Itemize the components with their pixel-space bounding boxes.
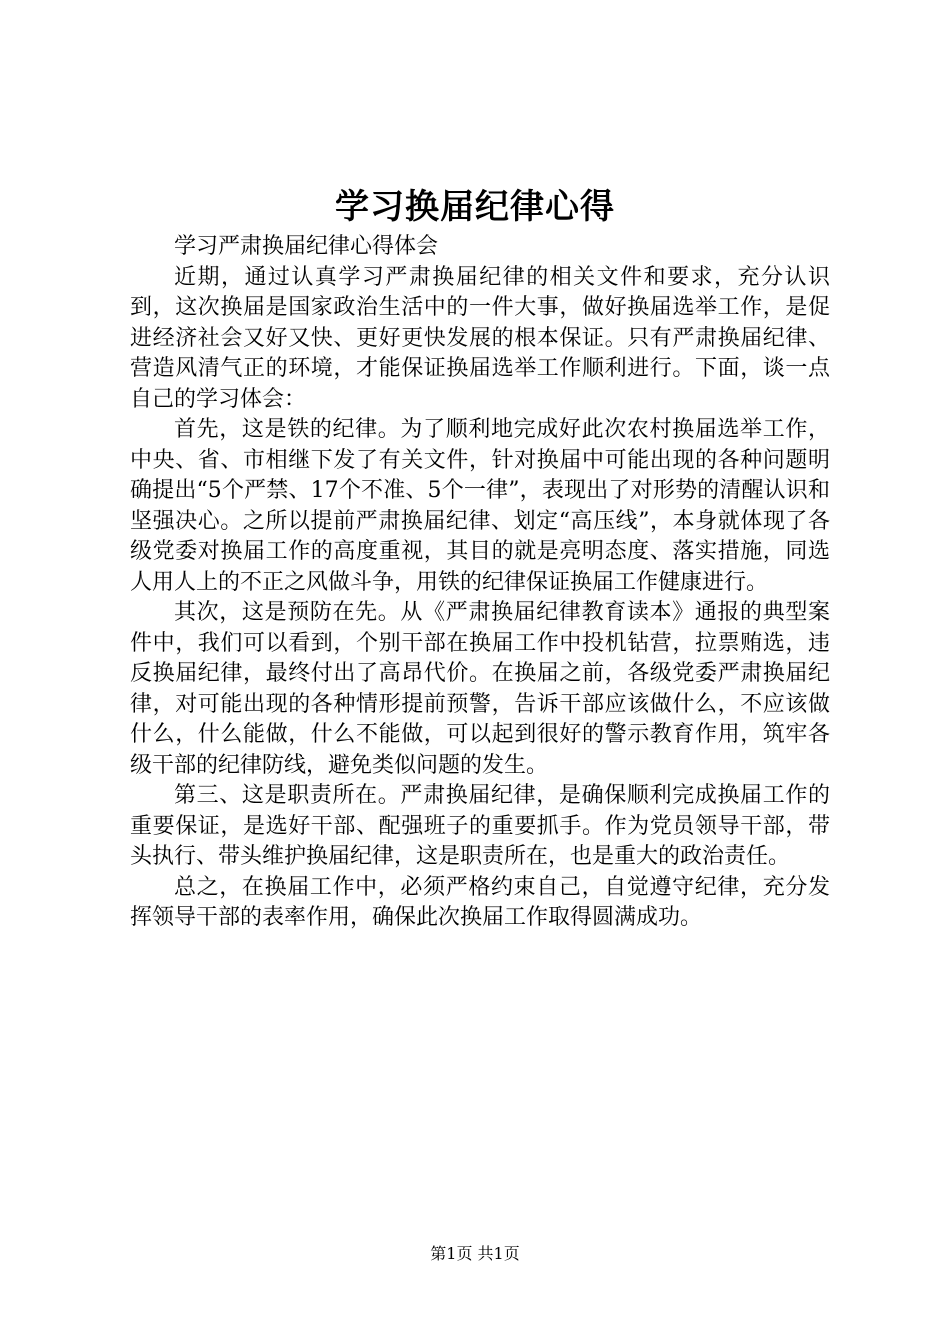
document-title: 学习换届纪律心得 (335, 187, 615, 227)
intro-paragraph: 近期，通过认真学习严肃换届纪律的相关文件和要求，充分认识到，这次换届是国家政治生活中的一件大事，做好换届选举工作，是促进经济社会又好又快、更好更快发展的根本保证。只有严肃换届纪律、营造风清气正的环境，才能保证换届选举工作顺利进行。下面，谈一点自己的学习体会： (130, 264, 830, 412)
conclusion-paragraph: 总之，在换届工作中，必须严格约束自己，自觉遵守纪律，充分发挥领导干部的表率作用，确保此次换届工作取得圆满成功。 (130, 874, 830, 930)
second-point-paragraph: 其次，这是预防在先。从《严肃换届纪律教育读本》通报的典型案件中，我们可以看到，个别干部在换届工作中投机钻营，拉票贿选，违反换届纪律，最终付出了高昂代价。在换届之前，各级党委严肃换届纪律，对可能出现的各种情形提前预警，告诉干部应该做什么，不应该做什么，什么能做，什么不能做，可以起到很好的警示教育作用，筑牢各级干部的纪律防线，避免类似问题的发生。 (130, 600, 830, 778)
first-point-paragraph: 首先，这是铁的纪律。为了顺利地完成好此次农村换届选举工作，中央、省、市相继下发了有关文件，针对换届中可能出现的各种问题明确提出“5个严禁、17个不准、5个一律”，表现出了对形势的清醒认识和坚强决心。之所以提前严肃换届纪律、划定“高压线”，本身就体现了各级党委对换届工作的高度重视，其目的就是亮明态度、落实措施，同选人用人上的不正之风做斗争，用铁的纪律保证换届工作健康进行。 (130, 417, 830, 595)
third-point-paragraph: 第三、这是职责所在。严肃换届纪律，是确保顺利完成换届工作的重要保证，是选好干部、配强班子的重要抓手。作为党员领导干部，带头执行、带头维护换届纪律，这是职责所在，也是重大的政治责任。 (130, 783, 830, 869)
page-number-footer: 第1页 共1页 (430, 1244, 520, 1263)
document-body (130, 232, 830, 934)
subtitle-paragraph: 学习严肃换届纪律心得体会 (174, 234, 439, 259)
